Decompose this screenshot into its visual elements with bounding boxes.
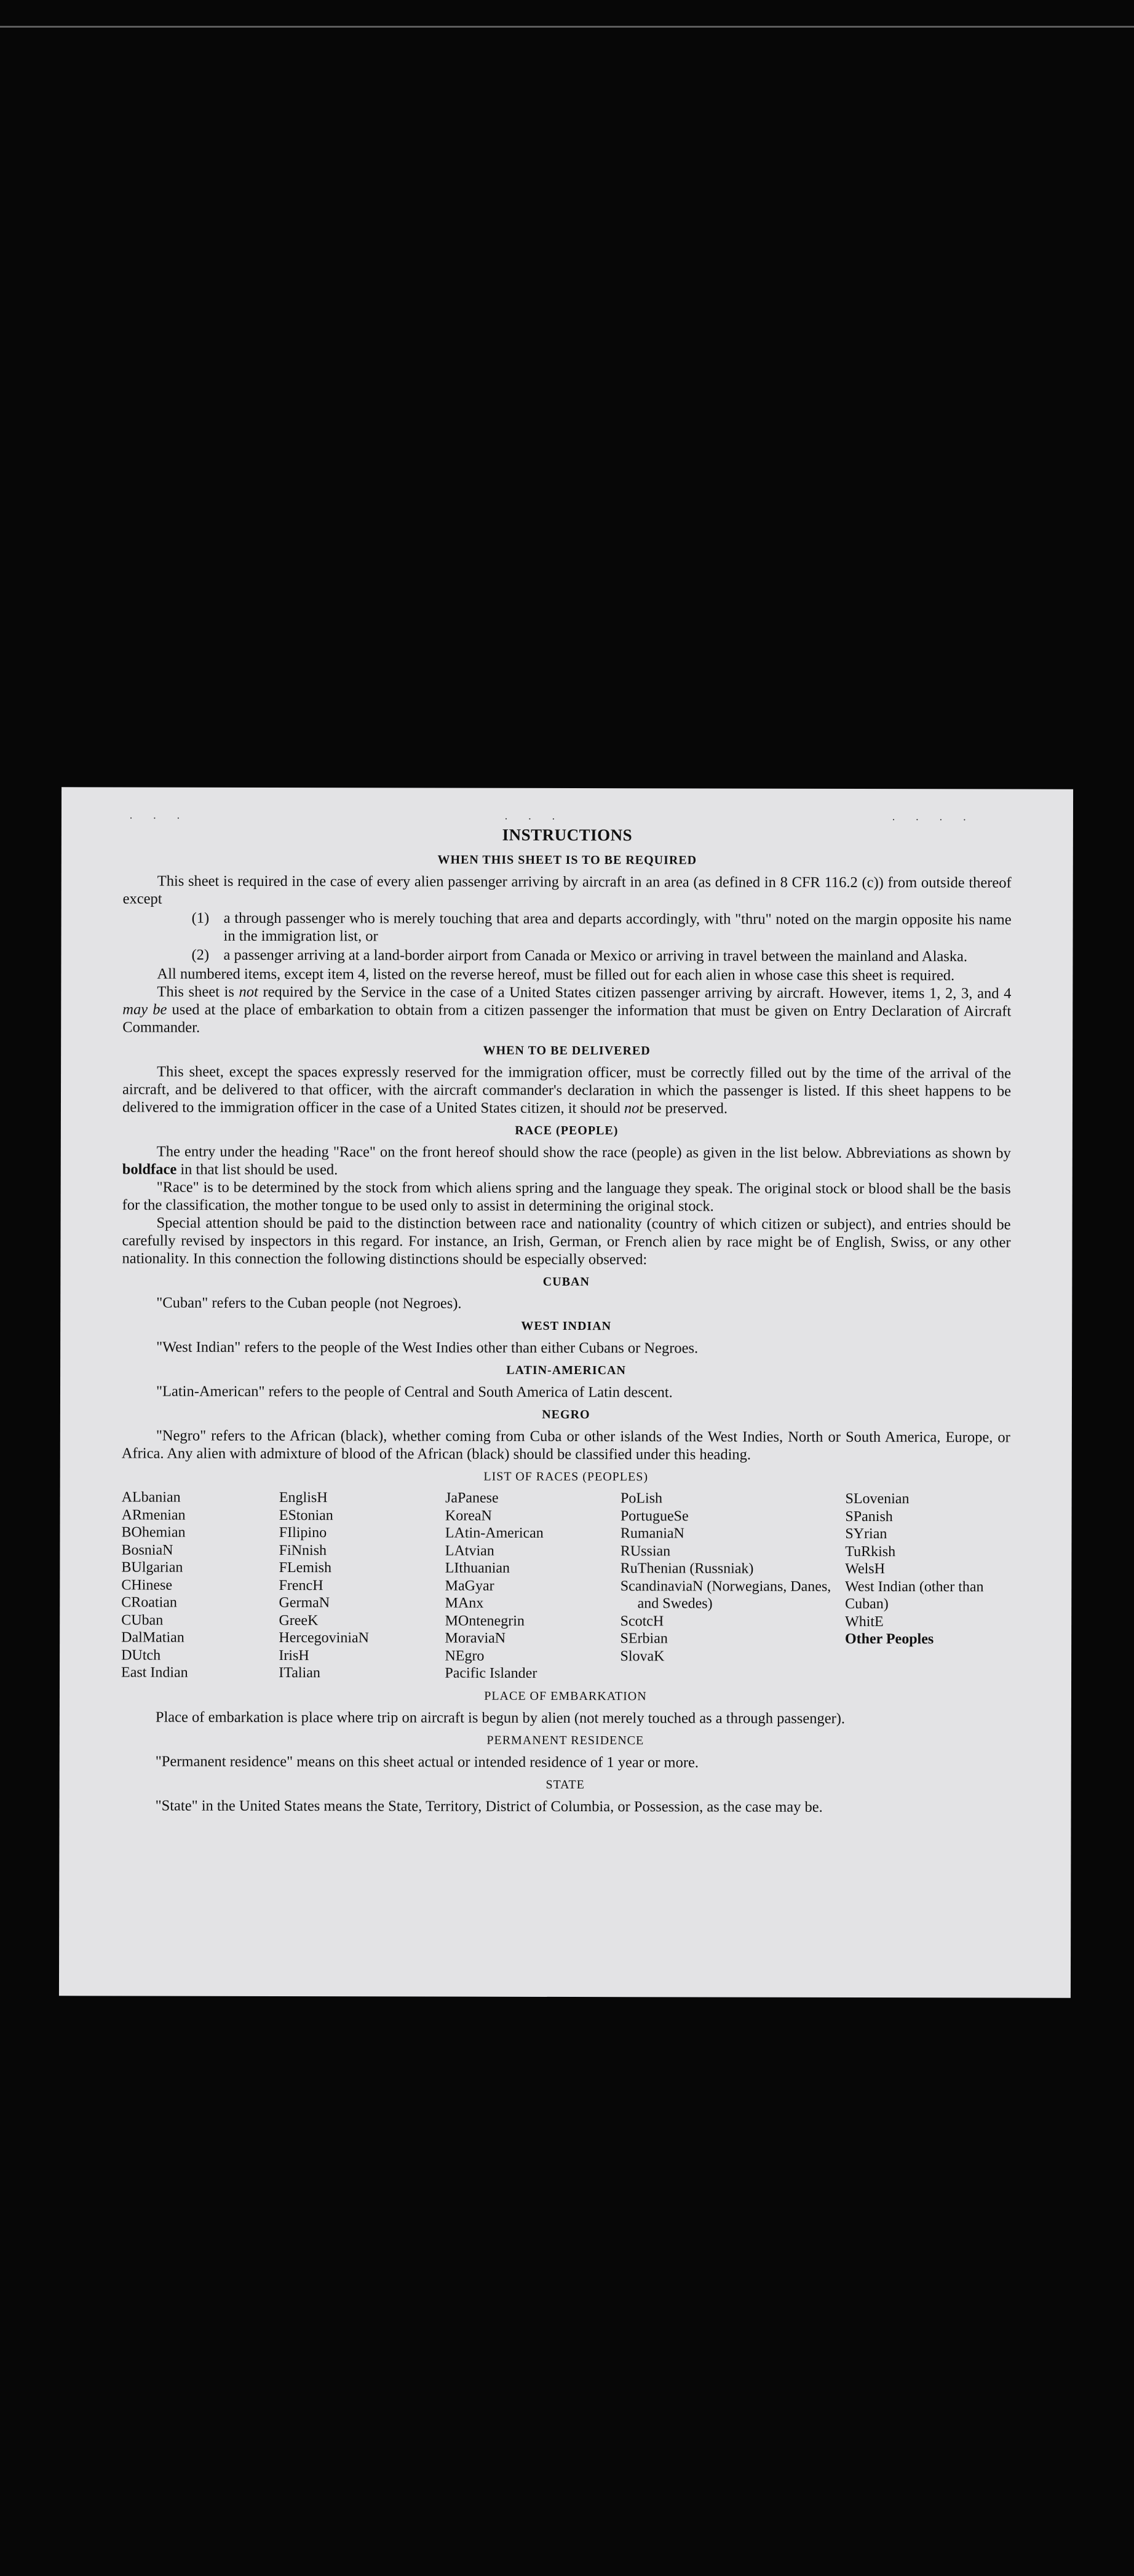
race-entry: BosniaN xyxy=(121,1541,173,1559)
heading-west-indian: WEST INDIAN xyxy=(521,1319,612,1333)
race-entry: RuThenian (Russniak) xyxy=(620,1560,754,1577)
para-when-delivered xyxy=(122,1062,1011,1118)
text-run: This sheet is xyxy=(157,983,239,1000)
text-run: required by the Service in the case of a United States citizen passenger arriving by aircraft. However, items 1, 2, 3, and 4 xyxy=(258,983,1012,1002)
race-entry: EnglisH xyxy=(279,1490,328,1506)
race-entry: Other Peoples xyxy=(844,1630,934,1648)
race-entry: West Indian (other than Cuban) xyxy=(845,1578,984,1613)
para-not-required xyxy=(122,982,1011,1038)
race-entry: DalMatian xyxy=(121,1629,184,1646)
exception-number: (2) xyxy=(191,946,210,963)
text-run: used at the place of embarkation to obtain from a citizen passenger the information that must be given on Entry Declaration of Aircraft Commander. xyxy=(122,1001,1012,1036)
race-entry: East Indian xyxy=(121,1664,188,1681)
para-latin-american: "Latin-American" refers to the people of Central and South America of Latin descent. xyxy=(156,1383,673,1401)
exception-text: a through passenger who is merely touching that area and departs accordingly, with "thru" noted on the margin opposite his name in the immigration list, or xyxy=(223,909,1012,945)
race-entry: ARmenian xyxy=(121,1506,186,1523)
heading-when-delivered: WHEN TO BE DELIVERED xyxy=(483,1043,651,1058)
text-run: The entry under the heading "Race" on the front hereof should show the race (people) as given in the list below. Abbreviations as shown by xyxy=(156,1143,1011,1162)
emphasis-not: not xyxy=(239,983,258,1000)
scan-specks-center: · · · xyxy=(504,812,564,825)
race-entry: FrencH xyxy=(279,1577,323,1594)
race-entry: KoreaN xyxy=(445,1507,492,1524)
race-entry: JaPanese xyxy=(445,1490,499,1506)
document-title: INSTRUCTIONS xyxy=(502,825,633,845)
para-cuban: "Cuban" refers to the Cuban people (not Negroes). xyxy=(156,1294,462,1312)
para-west-indian: "West Indian" refers to the people of the West Indies other than either Cubans or Negroes. xyxy=(156,1338,699,1357)
race-entry: SPanish xyxy=(845,1508,893,1525)
race-entry: PortugueSe xyxy=(620,1507,689,1524)
text-run: in that list should be used. xyxy=(176,1161,338,1179)
para-race-definition: "Race" is to be determined by the stock from which aliens spring and the language they speak. The original stock or blood shall be the basis for the classification, the mother tongue to be used only to assist in determining the original stock. xyxy=(122,1179,1011,1215)
heading-race: RACE (PEOPLE) xyxy=(515,1123,619,1138)
para-numbered-items: All numbered items, except item 4, listed on the reverse hereof, must be filled out for each alien in whose case this sheet is required. xyxy=(157,965,955,984)
race-entry: HercegoviniaN xyxy=(279,1630,370,1646)
race-entry: GermaN xyxy=(279,1595,330,1611)
race-entry: SlovaK xyxy=(620,1648,665,1664)
heading-latin-american: LATIN-AMERICAN xyxy=(506,1363,626,1378)
exception-item-2 xyxy=(191,946,1011,966)
para-required-intro: This sheet is required in the case of every alien passenger arriving by aircraft in an area (as defined in 8 CFR 116.2 (c)) from outside thereof except xyxy=(122,872,1012,907)
heading-negro: NEGRO xyxy=(542,1407,590,1422)
race-entry: FIlipino xyxy=(279,1525,327,1541)
races-column-2 xyxy=(279,1489,445,1682)
para-state: "State" in the United States means the State, Territory, District of Columbia, or Possession, as the case may be. xyxy=(155,1797,823,1815)
race-entry: MoraviaN xyxy=(445,1630,506,1646)
race-entry: NEgro xyxy=(445,1648,485,1664)
heading-permanent-residence: PERMANENT RESIDENCE xyxy=(486,1733,644,1747)
para-embarkation: Place of embarkation is place where trip on aircraft is begun by alien (not merely touched as a through passenger). xyxy=(155,1709,846,1727)
race-entry: MaGyar xyxy=(445,1578,494,1594)
heading-when-required: WHEN THIS SHEET IS TO BE REQUIRED xyxy=(437,853,697,867)
race-entry: CUban xyxy=(121,1611,164,1629)
race-entry: LIthuanian xyxy=(445,1560,510,1576)
race-entry: IrisH xyxy=(279,1647,309,1664)
race-entry: TuRkish xyxy=(845,1543,896,1560)
race-entry: EStonian xyxy=(279,1507,333,1523)
race-entry: BUlgarian xyxy=(121,1559,183,1576)
race-entry: ScandinaviaN (Norwegians, Danes, and Swedes) xyxy=(620,1578,831,1612)
race-entry: ITalian xyxy=(279,1665,320,1681)
races-column-3 xyxy=(445,1490,621,1683)
emphasis-may-be: may be xyxy=(122,1001,167,1018)
race-entry: CRoatian xyxy=(121,1594,177,1611)
race-entry: RumaniaN xyxy=(620,1525,684,1542)
race-entry: RUssian xyxy=(620,1543,671,1559)
race-entry: DUtch xyxy=(121,1646,161,1664)
race-entry: SYrian xyxy=(845,1525,887,1543)
film-top-rule xyxy=(0,26,1134,28)
text-run: be preserved. xyxy=(643,1100,728,1117)
heading-embarkation: PLACE OF EMBARKATION xyxy=(484,1689,647,1703)
scan-specks-right: · · · · xyxy=(891,813,975,826)
race-entry: ScotcH xyxy=(620,1613,664,1629)
races-list xyxy=(121,1488,1010,1683)
race-entry: WelsH xyxy=(845,1560,886,1578)
race-entry: GreeK xyxy=(279,1612,319,1629)
race-entry: LAtvian xyxy=(445,1543,494,1559)
para-permanent-residence: "Permanent residence" means on this sheet actual or intended residence of 1 year or more. xyxy=(155,1753,699,1771)
race-entry: FiNnish xyxy=(279,1542,327,1559)
race-entry: WhitE xyxy=(845,1613,884,1630)
race-entry: SLovenian xyxy=(845,1490,910,1507)
race-entry: MOntenegrin xyxy=(445,1613,525,1629)
races-column-1 xyxy=(121,1488,279,1681)
race-entry: BOhemian xyxy=(121,1524,186,1541)
race-entry: PoLish xyxy=(621,1490,663,1507)
race-entry: FLemish xyxy=(279,1560,332,1576)
heading-list-of-races: LIST OF RACES (PEOPLES) xyxy=(483,1469,649,1484)
bold-boldface: boldface xyxy=(122,1161,177,1178)
races-column-5 xyxy=(845,1490,1010,1683)
exception-text: a passenger arriving at a land-border airport from Canada or Mexico or arriving in travel between the mainland and Alaska. xyxy=(223,946,968,965)
scan-specks-left: · · · xyxy=(129,812,189,824)
para-negro: "Negro" refers to the African (black), whether coming from Cuba or other islands of the West Indies, North or South America, Europe, or Africa. Any alien with admixture of blood of the African (black) should be classified under this heading. xyxy=(121,1427,1010,1463)
heading-cuban: CUBAN xyxy=(542,1274,590,1289)
exception-item-1 xyxy=(192,909,1012,947)
heading-state: STATE xyxy=(545,1777,585,1792)
race-entry: ALbanian xyxy=(121,1489,181,1506)
race-entry: SErbian xyxy=(620,1630,668,1647)
para-race-nationality: Special attention should be paid to the distinction between race and nationality (country of which citizen or subject), and entries should be carefully revised by inspectors in this regard. For instance, an Irish, German, or French alien by race might be of English, Swiss, or any other nationality. In this connection the following distinctions should be especially observed: xyxy=(122,1214,1011,1268)
races-column-4 xyxy=(620,1490,845,1683)
race-entry: CHinese xyxy=(121,1576,173,1594)
para-race-entry xyxy=(122,1142,1011,1180)
instruction-sheet xyxy=(59,787,1073,1997)
race-entry: LAtin-American xyxy=(445,1525,544,1541)
exception-number: (1) xyxy=(191,909,210,926)
race-entry: MAnx xyxy=(445,1595,484,1611)
emphasis-not: not xyxy=(624,1100,644,1117)
race-entry: Pacific Islander xyxy=(445,1665,537,1681)
text-run: This sheet, except the spaces expressly reserved for the immigration officer, must be correctly filled out by the time of the arrival of the aircraft, and be delivered to that officer, with the aircraft commander's declaration in which the passenger is listed. If this sheet happens to be delivered to the immigration officer in the case of a United States citizen, it should xyxy=(122,1063,1012,1117)
